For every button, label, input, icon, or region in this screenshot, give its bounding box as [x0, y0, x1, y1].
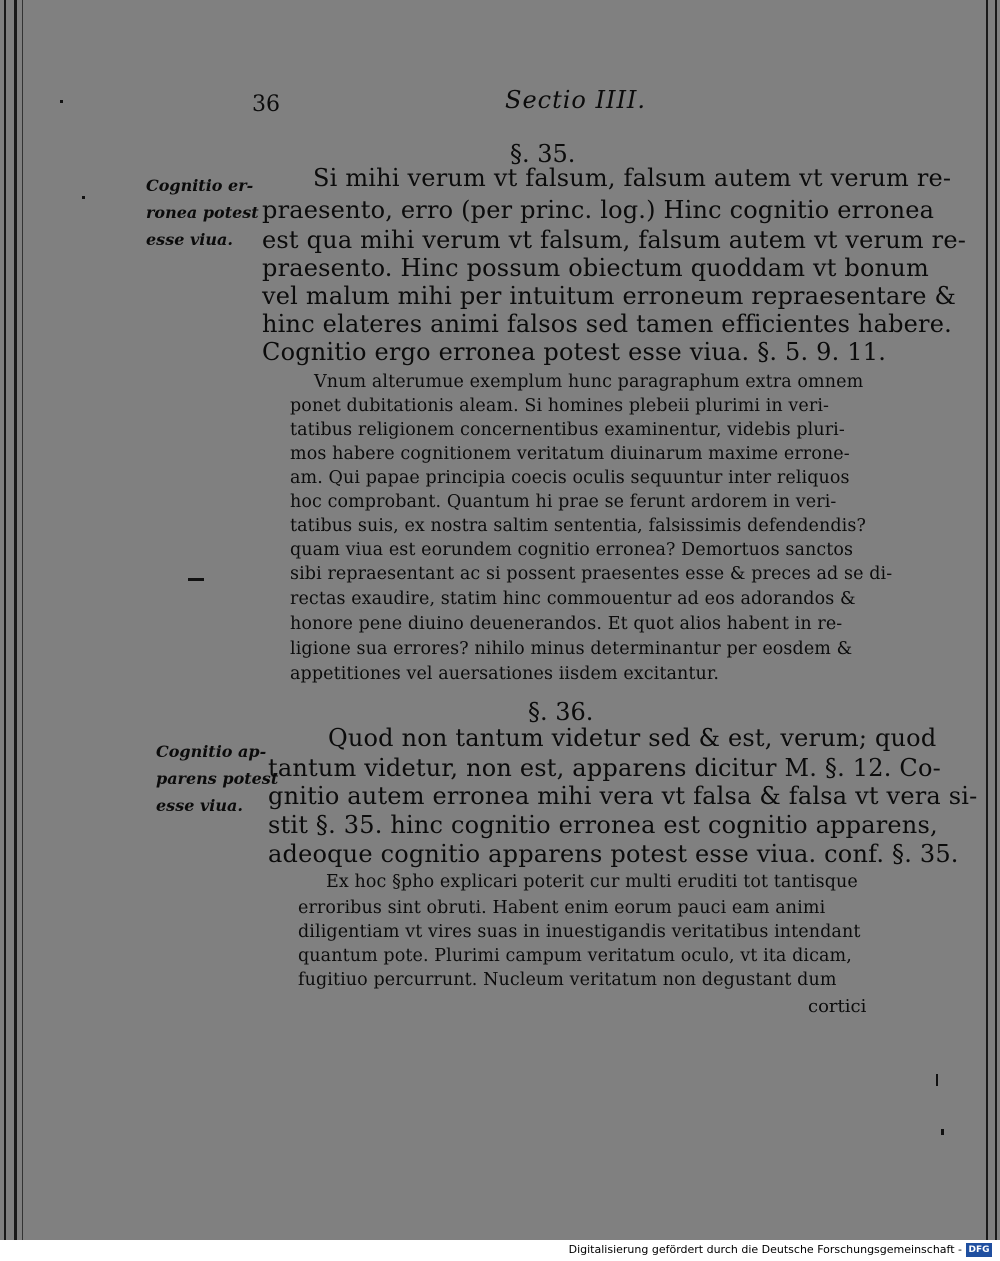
margin-note-line: Cognitio ap-: [156, 742, 267, 761]
section-heading-35: §. 35.: [510, 140, 576, 168]
margin-note-line: Cognitio er-: [146, 176, 254, 195]
margin-note-line: parens potest: [156, 769, 279, 788]
margin-note-35: [146, 172, 259, 253]
text-line: vel malum mihi per intuitum erroneum repraesentare &: [262, 282, 957, 310]
footer-bar: [0, 1240, 1000, 1261]
left-margin-rule-3: [22, 0, 23, 1240]
page-number: 36: [252, 92, 280, 117]
catchword: cortici: [808, 996, 867, 1017]
section-heading-36: §. 36.: [528, 698, 594, 726]
note-line: Ex hoc §pho explicari poterit cur multi eruditi tot tantisque: [326, 872, 858, 892]
note-line: ligione sua errores? nihilo minus determinantur per eosdem &: [290, 639, 853, 659]
text-line: tantum videtur, non est, apparens dicitur M. §. 12. Co-: [268, 754, 941, 782]
funding-notice: Digitalisierung gefördert durch die Deutsche Forschungsgemeinschaft -: [568, 1243, 962, 1256]
note-line: quantum pote. Plurimi campum veritatum oculo, vt ita dicam,: [298, 946, 852, 966]
text-line: gnitio autem erronea mihi vera vt falsa & falsa vt vera si-: [268, 782, 978, 810]
note-line: quam viua est eorundem cognitio erronea? Demortuos sanctos: [290, 540, 854, 560]
text-line: praesento. Hinc possum obiectum quoddam vt bonum: [262, 254, 929, 282]
running-title: Sectio IIII.: [505, 86, 647, 114]
text-line: stit §. 35. hinc cognitio erronea est cognitio apparens,: [268, 811, 938, 839]
right-edge-rule: [986, 0, 988, 1240]
text-line: Cognitio ergo erronea potest esse viua. §. 5. 9. 11.: [262, 338, 887, 366]
left-margin-rule-2: [14, 0, 17, 1240]
left-margin-rule: [4, 0, 6, 1240]
note-line: ponet dubitationis aleam. Si homines plebeii plurimi in veri-: [290, 396, 830, 416]
scan-speck: [936, 1074, 938, 1086]
note-line: tatibus suis, ex nostra saltim sententia, falsissimis defendendis?: [290, 516, 866, 536]
text-line: Quod non tantum videtur sed & est, verum; quod: [328, 724, 937, 752]
dfg-logo: DFG: [966, 1243, 992, 1257]
scan-speck: [60, 100, 63, 103]
text-line: praesento, erro (per princ. log.) Hinc cognitio erronea: [262, 196, 935, 224]
scan-speck: [188, 578, 204, 581]
scan-speck: [82, 196, 85, 199]
note-line: sibi repraesentant ac si possent praesentes esse & preces ad se di-: [290, 564, 893, 584]
scan-speck: [941, 1129, 944, 1135]
margin-note-line: ronea potest: [146, 203, 259, 222]
note-line: am. Qui papae principia coecis oculis sequuntur inter reliquos: [290, 468, 850, 488]
note-line: mos habere cognitionem veritatum diuinarum maxime errone-: [290, 444, 850, 464]
note-line: appetitiones vel auersationes iisdem excitantur.: [290, 664, 720, 684]
right-edge-rule-2: [995, 0, 997, 1240]
text-line: adeoque cognitio apparens potest esse viua. conf. §. 35.: [268, 840, 959, 868]
note-line: Vnum alterumue exemplum hunc paragraphum extra omnem: [314, 372, 864, 392]
note-line: rectas exaudire, statim hinc commouentur ad eos adorandos &: [290, 589, 856, 609]
note-line: diligentiam vt vires suas in inuestigandis veritatibus intendant: [298, 922, 861, 942]
text-line: hinc elateres animi falsos sed tamen efficientes habere.: [262, 310, 952, 338]
margin-note-line: esse viua.: [156, 796, 243, 815]
note-line: hoc comprobant. Quantum hi prae se ferunt ardorem in veri-: [290, 492, 837, 512]
note-line: erroribus sint obruti. Habent enim eorum pauci eam animi: [298, 898, 826, 918]
text-line: Si mihi verum vt falsum, falsum autem vt verum re-: [313, 164, 952, 192]
margin-note-36: [156, 738, 278, 819]
note-line: tatibus religionem concernentibus examinentur, videbis pluri-: [290, 420, 845, 440]
note-line: honore pene diuino deuenerandos. Et quot alios habent in re-: [290, 614, 843, 634]
text-line: est qua mihi verum vt falsum, falsum autem vt verum re-: [262, 226, 967, 254]
note-line: fugitiuo percurrunt. Nucleum veritatum non degustant dum: [298, 970, 837, 990]
margin-note-line: esse viua.: [146, 230, 233, 249]
